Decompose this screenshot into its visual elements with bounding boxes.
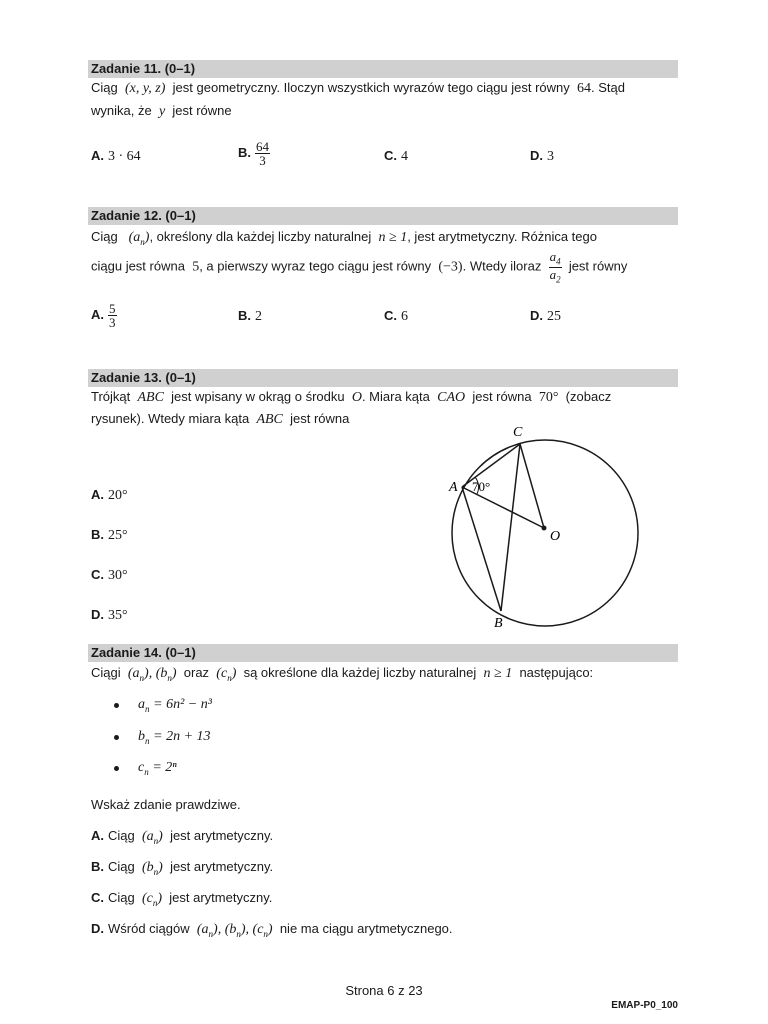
bullet [114, 766, 119, 771]
task14-text-line1: Ciągi $(a_n)$, $(b_n)$ oraz $(c_n)$ są określone dla każdej liczby naturalnej n ≥ 1 następująco: [91, 665, 594, 683]
formula-b: $b_n = 2n + 13$ [138, 729, 211, 746]
task14-answer-c[interactable]: C. Ciąg $(c_n)$ jest arytmetyczny. [91, 890, 273, 908]
segment-co [520, 444, 544, 528]
circumcircle [452, 440, 638, 626]
label-angle: 70° [472, 479, 491, 494]
fraction: $\frac{5}{3}$ [109, 301, 116, 330]
task12-answer-d[interactable]: D. 25 [530, 308, 561, 324]
exam-code: EMAP-P0_100 [611, 1000, 678, 1011]
task14-answer-d[interactable]: D. Wśród ciągów $(a_n)$, $(b_n)$, $(c_n)$ nie ma ciągu arytmetycznego. [91, 921, 453, 939]
segment-cb [501, 444, 520, 611]
task13-answer-c[interactable]: C. 30° [91, 567, 128, 583]
task11-answer-b[interactable]: B. $\frac{64}{3}$ [238, 139, 269, 168]
task13-answer-b[interactable]: B. 25° [91, 527, 128, 543]
task14-answer-a[interactable]: A. Ciąg $(a_n)$ jest arytmetyczny. [91, 828, 274, 846]
task11-text-line2: wynika, że y jest równe [91, 103, 232, 119]
task12-text-line2: ciągu jest równa 5, a pierwszy wyraz tego ciągu jest równy (−3). Wtedy iloraz $\frac{a_4}{a_2}$ jest równy [91, 249, 628, 285]
task11-header: Zadanie 11. (0–1) [88, 60, 678, 78]
task11-text-line1: Ciąg (x, y, z) jest geometryczny. Iloczyn wszystkich wyrazów tego ciągu jest równy 64. Stąd [91, 80, 625, 96]
task11-answer-a[interactable]: A. 3 · 64 [91, 148, 141, 164]
task13-text-line1: Trójkąt ABC jest wpisany w okrąg o środku O. Miara kąta CAO jest równa 70° (zobacz [91, 389, 612, 405]
bullet [114, 703, 119, 708]
task13-answer-d[interactable]: D. 35° [91, 607, 128, 623]
formula-c: $c_n = 2^n$ [138, 760, 177, 777]
label-b: B [494, 616, 503, 631]
task14-header: Zadanie 14. (0–1) [88, 644, 678, 662]
fraction: $\frac{64}{3}$ [256, 139, 269, 168]
task13-text-line2: rysunek). Wtedy miara kąta ABC jest równa [91, 411, 350, 427]
task13-header: Zadanie 13. (0–1) [88, 369, 678, 387]
page-number: Strona 6 z 23 [345, 983, 423, 998]
circle-figure [440, 420, 650, 635]
task11-answer-c[interactable]: C. 4 [384, 148, 408, 164]
label-a: A [449, 480, 458, 495]
task12-answer-b[interactable]: B. 2 [238, 308, 262, 324]
quotient-fraction: $\frac{a_4}{a_2}$ [549, 249, 561, 285]
task12-answer-a[interactable]: A. $\frac{5}{3}$ [91, 301, 116, 330]
segment-ac [462, 444, 520, 487]
task12-text-line1: Ciąg $(a_n)$, określony dla każdej liczby naturalnej n ≥ 1, jest arytmetyczny. Różnica tego [91, 229, 597, 247]
task13-answer-a[interactable]: A. 20° [91, 487, 128, 503]
task12-header: Zadanie 12. (0–1) [88, 207, 678, 225]
center-point [542, 526, 547, 531]
bullet [114, 735, 119, 740]
label-o: O [550, 529, 561, 544]
label-c: C [513, 425, 523, 440]
segment-ab [462, 487, 501, 611]
formula-a: $a_n = 6n^2 - n^3$ [138, 697, 212, 714]
task11-answer-d[interactable]: D. 3 [530, 148, 554, 164]
task14-prompt: Wskaż zdanie prawdziwe. [91, 797, 241, 812]
task12-answer-c[interactable]: C. 6 [384, 308, 408, 324]
task14-answer-b[interactable]: B. Ciąg $(b_n)$ jest arytmetyczny. [91, 859, 274, 877]
